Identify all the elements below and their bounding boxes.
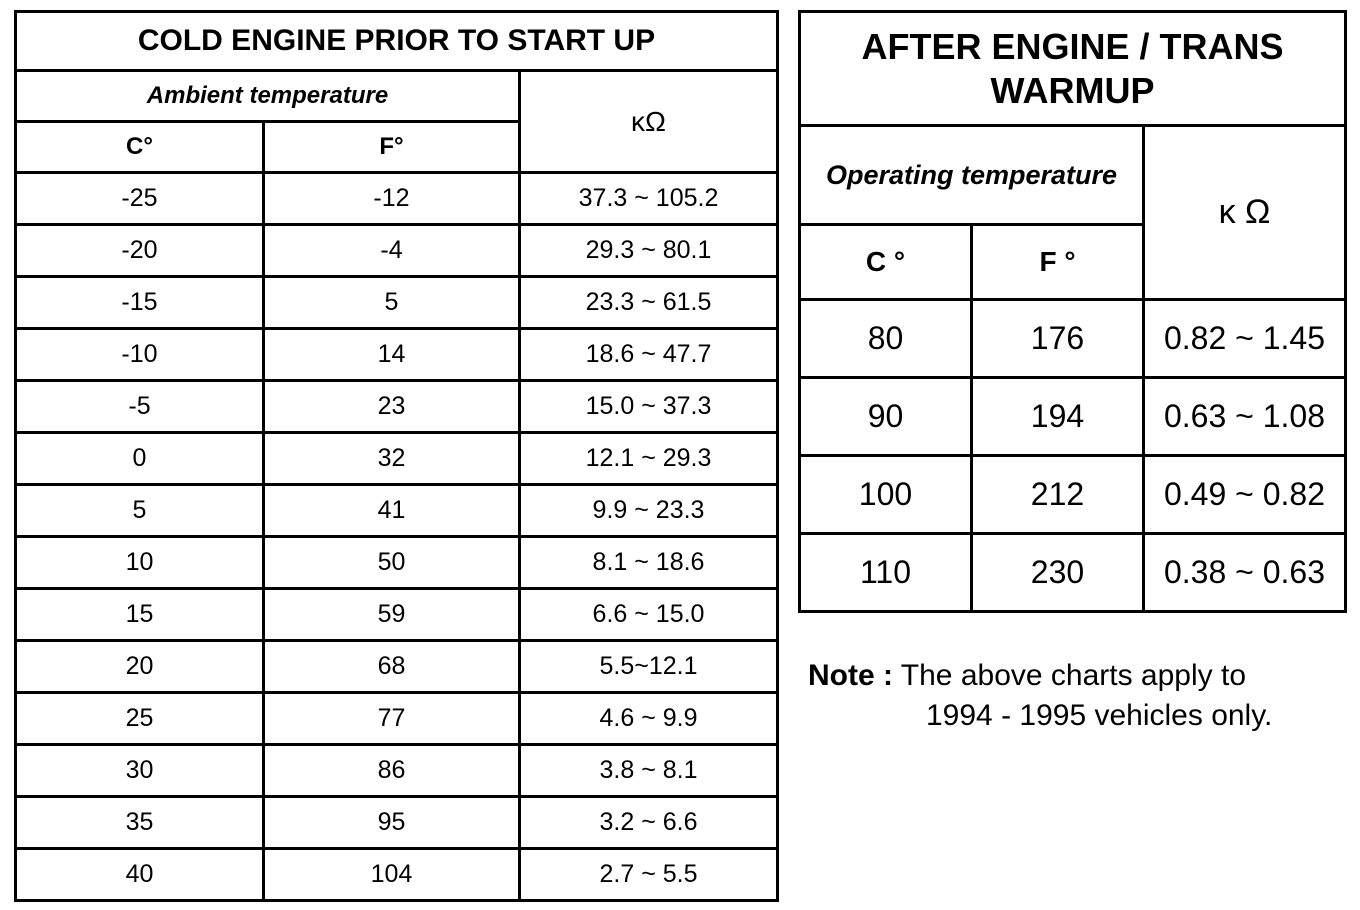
warm-fahrenheit-cell: 194 bbox=[972, 378, 1144, 456]
cold-resistance-cell: 4.6 ~ 9.9 bbox=[520, 693, 778, 745]
warm-title-line2: WARMUP bbox=[990, 69, 1155, 111]
note-label: Note : bbox=[808, 659, 893, 692]
cold-table-row bbox=[16, 849, 778, 901]
warm-table-row bbox=[800, 534, 1346, 612]
warm-celsius-cell: 100 bbox=[800, 456, 972, 534]
cold-celsius-cell: 10 bbox=[16, 537, 264, 589]
warm-fahrenheit-header: F ° bbox=[972, 225, 1144, 300]
cold-fahrenheit-cell: 50 bbox=[264, 537, 520, 589]
cold-resistance-cell: 29.3 ~ 80.1 bbox=[520, 225, 778, 277]
note-line1: The above charts apply to bbox=[900, 659, 1247, 692]
warm-fahrenheit-cell: 176 bbox=[972, 300, 1144, 378]
cold-celsius-header: C° bbox=[16, 122, 264, 173]
cold-celsius-cell: 30 bbox=[16, 745, 264, 797]
cold-resistance-cell: 3.2 ~ 6.6 bbox=[520, 797, 778, 849]
cold-fahrenheit-cell: 5 bbox=[264, 277, 520, 329]
cold-celsius-cell: -20 bbox=[16, 225, 264, 277]
cold-table-row bbox=[16, 329, 778, 381]
cold-table-row bbox=[16, 225, 778, 277]
cold-celsius-cell: -5 bbox=[16, 381, 264, 433]
cold-celsius-cell: 40 bbox=[16, 849, 264, 901]
cold-resistance-cell: 5.5~12.1 bbox=[520, 641, 778, 693]
cold-celsius-cell: 15 bbox=[16, 589, 264, 641]
cold-table-row bbox=[16, 381, 778, 433]
cold-table-row bbox=[16, 173, 778, 225]
cold-celsius-cell: 35 bbox=[16, 797, 264, 849]
cold-fahrenheit-header: F° bbox=[264, 122, 520, 173]
warm-engine-table bbox=[798, 10, 1347, 613]
cold-fahrenheit-cell: -12 bbox=[264, 173, 520, 225]
operating-temperature-header: Operating temperature bbox=[800, 126, 1144, 225]
cold-table-row bbox=[16, 589, 778, 641]
cold-fahrenheit-cell: 68 bbox=[264, 641, 520, 693]
cold-resistance-cell: 3.8 ~ 8.1 bbox=[520, 745, 778, 797]
cold-celsius-cell: 0 bbox=[16, 433, 264, 485]
warm-resistance-cell: 0.63 ~ 1.08 bbox=[1144, 378, 1346, 456]
warm-table-row bbox=[800, 456, 1346, 534]
cold-resistance-cell: 12.1 ~ 29.3 bbox=[520, 433, 778, 485]
cold-resistance-cell: 15.0 ~ 37.3 bbox=[520, 381, 778, 433]
cold-table-row bbox=[16, 485, 778, 537]
cold-table-row bbox=[16, 745, 778, 797]
cold-resistance-cell: 2.7 ~ 5.5 bbox=[520, 849, 778, 901]
warm-celsius-cell: 90 bbox=[800, 378, 972, 456]
warm-celsius-cell: 110 bbox=[800, 534, 972, 612]
warm-table-title bbox=[800, 12, 1346, 126]
warm-celsius-cell: 80 bbox=[800, 300, 972, 378]
cold-resistance-header: κΩ bbox=[520, 71, 778, 173]
cold-fahrenheit-cell: 104 bbox=[264, 849, 520, 901]
cold-fahrenheit-cell: 41 bbox=[264, 485, 520, 537]
cold-resistance-cell: 6.6 ~ 15.0 bbox=[520, 589, 778, 641]
cold-celsius-cell: -15 bbox=[16, 277, 264, 329]
ambient-temperature-header: Ambient temperature bbox=[16, 71, 520, 122]
warm-table-row bbox=[800, 300, 1346, 378]
cold-fahrenheit-cell: 32 bbox=[264, 433, 520, 485]
warm-fahrenheit-cell: 212 bbox=[972, 456, 1144, 534]
cold-table-row bbox=[16, 693, 778, 745]
cold-table-row bbox=[16, 641, 778, 693]
cold-table-row bbox=[16, 433, 778, 485]
cold-fahrenheit-cell: -4 bbox=[264, 225, 520, 277]
cold-fahrenheit-cell: 86 bbox=[264, 745, 520, 797]
cold-fahrenheit-cell: 59 bbox=[264, 589, 520, 641]
cold-fahrenheit-cell: 23 bbox=[264, 381, 520, 433]
cold-resistance-cell: 18.6 ~ 47.7 bbox=[520, 329, 778, 381]
cold-table-row bbox=[16, 797, 778, 849]
cold-celsius-cell: 25 bbox=[16, 693, 264, 745]
warm-celsius-header: C ° bbox=[800, 225, 972, 300]
cold-table-row bbox=[16, 537, 778, 589]
cold-resistance-cell: 8.1 ~ 18.6 bbox=[520, 537, 778, 589]
note bbox=[808, 656, 1348, 736]
warm-title-line1: AFTER ENGINE / TRANS bbox=[861, 25, 1284, 67]
cold-fahrenheit-cell: 14 bbox=[264, 329, 520, 381]
cold-celsius-cell: -10 bbox=[16, 329, 264, 381]
warm-resistance-cell: 0.38 ~ 0.63 bbox=[1144, 534, 1346, 612]
cold-engine-table bbox=[14, 10, 779, 902]
cold-celsius-cell: 20 bbox=[16, 641, 264, 693]
cold-table-title: COLD ENGINE PRIOR TO START UP bbox=[16, 12, 778, 71]
cold-celsius-cell: -25 bbox=[16, 173, 264, 225]
cold-resistance-cell: 23.3 ~ 61.5 bbox=[520, 277, 778, 329]
cold-resistance-cell: 37.3 ~ 105.2 bbox=[520, 173, 778, 225]
warm-resistance-header: κ Ω bbox=[1144, 126, 1346, 300]
cold-fahrenheit-cell: 95 bbox=[264, 797, 520, 849]
cold-celsius-cell: 5 bbox=[16, 485, 264, 537]
warm-fahrenheit-cell: 230 bbox=[972, 534, 1144, 612]
cold-table-row bbox=[16, 277, 778, 329]
note-line2: 1994 - 1995 vehicles only. bbox=[926, 699, 1273, 732]
warm-resistance-cell: 0.49 ~ 0.82 bbox=[1144, 456, 1346, 534]
cold-fahrenheit-cell: 77 bbox=[264, 693, 520, 745]
warm-table-row bbox=[800, 378, 1346, 456]
warm-resistance-cell: 0.82 ~ 1.45 bbox=[1144, 300, 1346, 378]
cold-resistance-cell: 9.9 ~ 23.3 bbox=[520, 485, 778, 537]
